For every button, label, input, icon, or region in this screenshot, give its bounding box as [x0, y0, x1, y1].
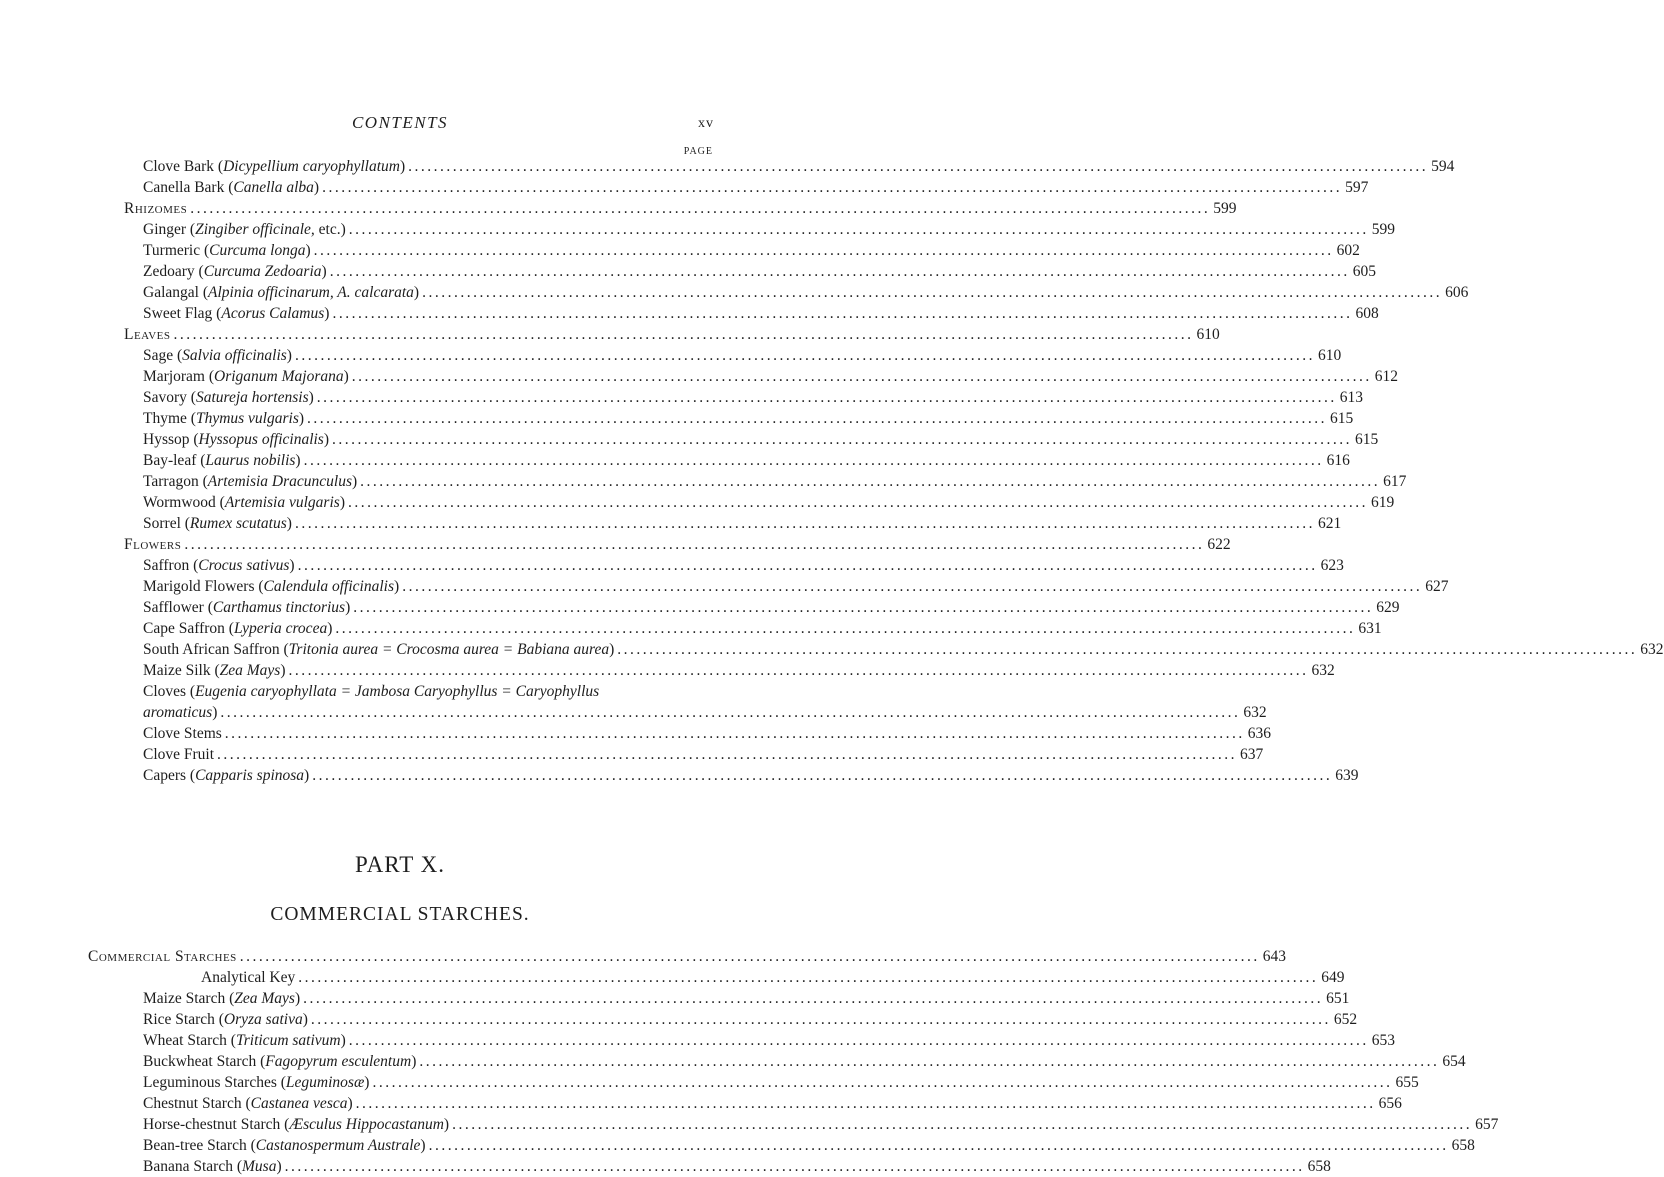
- toc-entry: [143, 304, 1379, 324]
- toc-entry: [143, 745, 1264, 765]
- entry-title: [143, 989, 300, 1009]
- entry-title: [143, 304, 329, 324]
- entry-page-number: 617: [1383, 473, 1407, 490]
- entry-label-tail: ): [347, 1095, 353, 1112]
- entry-label: Leguminous Starches (: [143, 1074, 286, 1091]
- entry-page-number: 606: [1445, 284, 1469, 301]
- entry-page-number: 637: [1240, 746, 1264, 763]
- page-header: [0, 113, 800, 135]
- entry-latin-name: Acorus Calamus: [221, 305, 325, 322]
- entry-label: Clove Stems: [143, 725, 222, 742]
- entry-latin-name: Zea Mays: [234, 990, 295, 1007]
- entry-label-tail: ): [304, 767, 310, 784]
- entry-label-tail: ): [352, 473, 358, 490]
- entry-page-number: 639: [1335, 767, 1359, 784]
- entry-title: [143, 1052, 416, 1072]
- entry-title: [143, 1094, 353, 1114]
- entry-label-tail: ): [413, 284, 420, 301]
- toc-section-heading: [124, 199, 1237, 219]
- entry-title: [143, 703, 217, 723]
- entry-page-number: 651: [1326, 990, 1350, 1007]
- entry-title: [143, 598, 350, 618]
- entry-label-tail: ): [400, 158, 406, 175]
- entry-latin-name: Artemisia Dracunculus: [207, 473, 352, 490]
- toc-entry: [143, 1031, 1396, 1051]
- entry-label: Safflower (: [143, 599, 213, 616]
- entry-title: [143, 1136, 426, 1156]
- entry-page-number: 653: [1371, 1032, 1396, 1049]
- entry-label: Thyme (: [143, 410, 196, 427]
- leader-dots: ................................................................................................................................................................: [452, 1116, 1473, 1133]
- toc-section-heading: [124, 325, 1220, 345]
- leader-dots: ................................................................................................................................................................: [298, 969, 1319, 986]
- toc-entry: [143, 493, 1395, 513]
- entry-label: Marjoram (: [143, 368, 215, 385]
- entry-label-tail: ): [345, 599, 351, 616]
- entry-label: Capers (: [143, 767, 196, 784]
- toc-entry: [143, 451, 1350, 471]
- entry-label-tail: ): [289, 557, 295, 574]
- entry-page-number: 656: [1378, 1095, 1402, 1112]
- entry-label-tail: ): [276, 1158, 282, 1175]
- leader-dots: ................................................................................................................................................................: [173, 326, 1194, 343]
- toc-entry: [143, 1157, 1331, 1177]
- leader-dots: ................................................................................................................................................................: [284, 1158, 1305, 1175]
- entry-title: [143, 745, 214, 765]
- toc-entry: [143, 1094, 1402, 1114]
- toc-entry: [143, 703, 1267, 723]
- entry-page-number: 657: [1475, 1116, 1499, 1133]
- toc-entry: [143, 1136, 1475, 1156]
- leader-dots: ................................................................................................................................................................: [335, 620, 1356, 637]
- entry-title: [143, 451, 301, 471]
- leader-dots: ................................................................................................................................................................: [303, 452, 1324, 469]
- entry-label-tail: ): [609, 641, 615, 658]
- toc-entry: [143, 556, 1344, 576]
- entry-title: [143, 1031, 346, 1051]
- leader-dots: ................................................................................................................................................................: [184, 536, 1205, 553]
- entry-label-tail: ): [339, 494, 345, 511]
- entry-label-tail: ): [324, 305, 330, 322]
- entry-label: Buckwheat Starch (: [143, 1053, 266, 1070]
- entry-label: Bean-tree Starch (: [143, 1137, 256, 1154]
- entry-label: Tarragon (: [143, 473, 208, 490]
- page-column-label: PAGE: [683, 146, 713, 157]
- toc-entry: [143, 409, 1354, 429]
- entry-title: [143, 766, 309, 786]
- entry-title: [143, 619, 332, 639]
- entry-latin-name: Capparis spinosa: [195, 767, 305, 784]
- entry-label: Sorrel (: [143, 515, 190, 532]
- entry-label-tail: etc.): [314, 221, 346, 238]
- leader-dots: ................................................................................................................................................................: [329, 263, 1350, 280]
- entry-page-number: 597: [1345, 179, 1369, 196]
- entry-page-number: 616: [1326, 452, 1350, 469]
- toc-section-heading: [88, 947, 1287, 967]
- entry-label: Leaves: [124, 326, 171, 343]
- entry-title: [143, 661, 286, 681]
- entry-latin-name: Fagopyrum esculentum: [265, 1053, 412, 1070]
- entry-title: [143, 367, 349, 387]
- entry-latin-name: Triticum sativum: [235, 1032, 341, 1049]
- running-title: CONTENTS: [351, 113, 449, 132]
- entry-title: [143, 283, 419, 303]
- leader-dots: ................................................................................................................................................................: [402, 578, 1423, 595]
- toc-entry: [143, 430, 1379, 450]
- entry-latin-name: Hyssopus officinalis: [198, 431, 324, 448]
- entry-label-tail: ): [443, 1116, 450, 1133]
- entry-latin-name: Zingiber officinale,: [195, 221, 315, 238]
- entry-label-tail: ): [321, 263, 327, 280]
- entry-title: [201, 968, 295, 988]
- entry-page-number: 652: [1333, 1011, 1358, 1028]
- leader-dots: ................................................................................................................................................................: [355, 1095, 1376, 1112]
- leader-dots: ................................................................................................................................................................: [294, 347, 1315, 364]
- entry-title: [143, 1073, 369, 1093]
- entry-label: Savory (: [143, 389, 196, 406]
- entry-page-number: 629: [1376, 599, 1400, 616]
- toc-entry: [143, 1115, 1499, 1135]
- entry-label-tail: ): [295, 452, 301, 469]
- entry-label: Turmeric (: [143, 242, 210, 259]
- leader-dots: ................................................................................................................................................................: [316, 389, 1337, 406]
- entry-label-tail: ): [364, 1074, 370, 1091]
- entry-latin-name: Thymus vulgaris: [195, 410, 299, 427]
- entry-label: Wheat Starch (: [143, 1032, 236, 1049]
- entry-latin-name: Alpinia officinarum, A. calcarata: [207, 284, 414, 301]
- leader-dots: ................................................................................................................................................................: [190, 200, 1211, 217]
- leader-dots: ................................................................................................................................................................: [347, 494, 1368, 511]
- entry-label-tail: ): [286, 347, 292, 364]
- entry-title: [143, 724, 222, 744]
- entry-page-number: 632: [1640, 641, 1664, 658]
- entry-page-number: 655: [1395, 1074, 1419, 1091]
- entry-title: [124, 199, 187, 219]
- entry-title: [143, 472, 357, 492]
- leader-dots: ................................................................................................................................................................: [312, 767, 1333, 784]
- entry-title: [124, 325, 171, 345]
- toc-entry: [143, 724, 1272, 744]
- entry-latin-name: Æsculus Hippocastanum: [289, 1116, 444, 1133]
- entry-label-tail: ): [340, 1032, 346, 1049]
- leader-dots: ................................................................................................................................................................: [224, 725, 1245, 742]
- toc-entry: [143, 367, 1399, 387]
- entry-label: Maize Silk (: [143, 662, 220, 679]
- leader-dots: ................................................................................................................................................................: [422, 284, 1443, 301]
- toc-entry: [143, 1052, 1466, 1072]
- entry-page-number: 619: [1370, 494, 1395, 511]
- entry-page-number: 649: [1321, 969, 1345, 986]
- entry-title: [143, 1157, 282, 1177]
- entry-latin-name: Tritonia aurea = Crocosma aurea = Babiana aurea: [288, 641, 610, 658]
- entry-latin-name: Salvia officinalis: [182, 347, 287, 364]
- leader-dots: ................................................................................................................................................................: [428, 1137, 1449, 1154]
- leader-dots: ................................................................................................................................................................: [294, 515, 1315, 532]
- entry-page-number: 658: [1451, 1137, 1475, 1154]
- toc-entry: [143, 262, 1376, 282]
- entry-latin-name: Curcuma longa: [209, 242, 306, 259]
- entry-page-number: 599: [1371, 221, 1395, 238]
- entry-page-number: 622: [1207, 536, 1231, 553]
- entry-label: Zedoary (: [143, 263, 204, 280]
- entry-label: Chestnut Starch (: [143, 1095, 251, 1112]
- entry-latin-name: Zea Mays: [219, 662, 281, 679]
- entry-latin-name: Leguminosæ: [285, 1074, 365, 1091]
- toc-entry: [143, 283, 1469, 303]
- leader-dots: ................................................................................................................................................................: [419, 1053, 1440, 1070]
- entry-title: [143, 577, 399, 597]
- entry-label-tail: ): [294, 990, 301, 1007]
- entry-latin-name: Satureja hortensis: [195, 389, 309, 406]
- toc-entry: [143, 157, 1455, 177]
- entry-page-number: 602: [1336, 242, 1360, 259]
- toc-section-heading: [124, 535, 1231, 555]
- part-subtitle: COMMERCIAL STARCHES.: [270, 904, 530, 925]
- entry-label: Clove Fruit: [143, 746, 215, 763]
- leader-dots: ................................................................................................................................................................: [408, 158, 1429, 175]
- entry-latin-name: Curcuma Zedoaria: [203, 263, 322, 280]
- entry-latin-name: Musa: [242, 1158, 277, 1175]
- entry-label-tail: ): [280, 662, 286, 679]
- entry-label: Analytical Key: [201, 969, 296, 986]
- toc-entry: [143, 682, 599, 702]
- entry-latin-name: Eugenia caryophyllata = Jambosa Caryophyllus = Caryophyllus: [195, 683, 600, 700]
- entry-latin-name: Dicypellium caryophyllatum: [223, 158, 400, 175]
- entry-title: [143, 493, 345, 513]
- leader-dots: ................................................................................................................................................................: [617, 641, 1638, 658]
- entry-title: [143, 409, 304, 429]
- entry-label: Rice Starch (: [143, 1011, 224, 1028]
- entry-title: [143, 430, 329, 450]
- leader-dots: ................................................................................................................................................................: [332, 305, 1353, 322]
- entry-title: [143, 1115, 449, 1135]
- entry-title: [124, 535, 181, 555]
- toc-entry: [143, 661, 1335, 681]
- entry-label: Sage (: [143, 347, 183, 364]
- entry-page-number: 612: [1374, 368, 1399, 385]
- leader-dots: ................................................................................................................................................................: [310, 1011, 1331, 1028]
- entry-page-number: 636: [1247, 725, 1272, 742]
- entry-page-number: 615: [1355, 431, 1379, 448]
- entry-label-tail: ): [302, 1011, 308, 1028]
- toc-entry: [143, 472, 1407, 492]
- entry-label: Galangal (: [143, 284, 208, 301]
- entry-label: South African Saffron (: [143, 641, 289, 658]
- entry-label: Canella Bark (: [143, 179, 234, 196]
- toc-entry: [201, 968, 1345, 988]
- entry-title: [143, 1010, 308, 1030]
- entry-label-tail: ): [411, 1053, 417, 1070]
- entry-latin-name: Lyperia crocea: [233, 620, 328, 637]
- toc-entry: [143, 1010, 1358, 1030]
- entry-latin-name: Canella alba: [233, 179, 314, 196]
- entry-label-tail: ): [323, 431, 330, 448]
- page-number: xv: [698, 116, 714, 131]
- toc-entry: [143, 640, 1664, 660]
- entry-page-number: 615: [1330, 410, 1354, 427]
- toc-entry: [143, 577, 1449, 597]
- entry-label: Cape Saffron (: [143, 620, 234, 637]
- toc-entry: [143, 241, 1360, 261]
- toc-entry: [143, 388, 1364, 408]
- entry-label: Rhizomes: [124, 200, 188, 217]
- entry-latin-name: aromaticus: [143, 704, 213, 721]
- entry-latin-name: Crocus sativus: [198, 557, 290, 574]
- entry-title: [143, 514, 292, 534]
- entry-label-tail: ): [305, 242, 311, 259]
- leader-dots: ................................................................................................................................................................: [297, 557, 1318, 574]
- toc-entry: [143, 598, 1400, 618]
- entry-page-number: 594: [1431, 158, 1455, 175]
- entry-label-tail: ): [313, 179, 320, 196]
- leader-dots: ................................................................................................................................................................: [353, 599, 1374, 616]
- leader-dots: ................................................................................................................................................................: [307, 410, 1328, 427]
- entry-label: Wormwood (: [143, 494, 225, 511]
- entry-page-number: 610: [1196, 326, 1220, 343]
- leader-dots: ................................................................................................................................................................: [332, 431, 1353, 448]
- entry-title: [143, 178, 319, 198]
- entry-latin-name: Rumex scutatus: [189, 515, 287, 532]
- toc-entry: [143, 766, 1359, 786]
- entry-label-tail: ): [420, 1137, 426, 1154]
- entry-label: Marigold Flowers (: [143, 578, 264, 595]
- entry-label-tail: ): [212, 704, 218, 721]
- entry-label: Sweet Flag (: [143, 305, 222, 322]
- leader-dots: ................................................................................................................................................................: [348, 1032, 1369, 1049]
- entry-page-number: 605: [1352, 263, 1376, 280]
- entry-label: Saffron (: [143, 557, 199, 574]
- leader-dots: ................................................................................................................................................................: [372, 1074, 1393, 1091]
- entry-title: [143, 241, 311, 261]
- entry-label: Hyssop (: [143, 431, 199, 448]
- entry-latin-name: Carthamus tinctorius: [212, 599, 346, 616]
- entry-label-tail: ): [343, 368, 349, 385]
- entry-title: [88, 947, 237, 967]
- entry-page-number: 631: [1358, 620, 1382, 637]
- entry-page-number: 599: [1213, 200, 1237, 217]
- toc-entry: [143, 619, 1382, 639]
- leader-dots: ................................................................................................................................................................: [351, 368, 1372, 385]
- entry-page-number: 627: [1425, 578, 1449, 595]
- leader-dots: ................................................................................................................................................................: [288, 662, 1309, 679]
- entry-latin-name: Artemisia vulgaris: [224, 494, 340, 511]
- entry-page-number: 654: [1442, 1053, 1466, 1070]
- entry-title: [143, 556, 295, 576]
- toc-entry: [143, 346, 1342, 366]
- leader-dots: ................................................................................................................................................................: [348, 221, 1369, 238]
- entry-page-number: 623: [1320, 557, 1344, 574]
- entry-title: [143, 262, 327, 282]
- entry-label: Maize Starch (: [143, 990, 235, 1007]
- leader-dots: ................................................................................................................................................................: [217, 746, 1238, 763]
- entry-latin-name: Oryza sativa: [223, 1011, 303, 1028]
- entry-label-tail: ): [308, 389, 314, 406]
- entry-label: Clove Bark (: [143, 158, 224, 175]
- entry-label-tail: ): [298, 410, 305, 427]
- toc-entry: [143, 1073, 1419, 1093]
- leader-dots: ................................................................................................................................................................: [303, 990, 1324, 1007]
- entry-title: [143, 346, 292, 366]
- entry-latin-name: Calendula officinalis: [263, 578, 395, 595]
- entry-label: Horse-chestnut Starch (: [143, 1116, 290, 1133]
- entry-label: Banana Starch (: [143, 1158, 242, 1175]
- entry-label: Ginger (: [143, 221, 196, 238]
- entry-label: Cloves (: [143, 683, 196, 700]
- entry-label-tail: ): [394, 578, 400, 595]
- toc-entry: [143, 220, 1395, 240]
- entry-label: Bay-leaf (: [143, 452, 206, 469]
- entry-page-number: 621: [1317, 515, 1342, 532]
- toc-entry: [143, 514, 1342, 534]
- entry-label-tail: ): [286, 515, 292, 532]
- entry-label-tail: ): [327, 620, 333, 637]
- leader-dots: ................................................................................................................................................................: [239, 948, 1260, 965]
- entry-page-number: 632: [1311, 662, 1335, 679]
- leader-dots: ................................................................................................................................................................: [360, 473, 1381, 490]
- entry-page-number: 632: [1243, 704, 1267, 721]
- toc-entry: [143, 989, 1350, 1009]
- part-title: PART X.: [355, 852, 445, 877]
- entry-page-number: 658: [1307, 1158, 1331, 1175]
- entry-page-number: 610: [1317, 347, 1342, 364]
- leader-dots: ................................................................................................................................................................: [220, 704, 1241, 721]
- entry-latin-name: Laurus nobilis: [205, 452, 296, 469]
- entry-label: Flowers: [124, 536, 182, 553]
- entry-latin-name: Origanum Majorana: [214, 368, 344, 385]
- entry-page-number: 608: [1355, 305, 1379, 322]
- entry-latin-name: Castanospermum Australe: [255, 1137, 421, 1154]
- toc-entry: [143, 178, 1369, 198]
- entry-page-number: 613: [1339, 389, 1364, 406]
- entry-latin-name: Castanea vesca: [250, 1095, 348, 1112]
- entry-label: Commercial Starches: [88, 948, 237, 965]
- leader-dots: ................................................................................................................................................................: [322, 179, 1343, 196]
- entry-title: [143, 640, 614, 660]
- entry-title: [143, 388, 314, 408]
- entry-page-number: 643: [1262, 948, 1287, 965]
- entry-title: [143, 682, 599, 702]
- leader-dots: ................................................................................................................................................................: [313, 242, 1334, 259]
- entry-title: [143, 220, 346, 240]
- entry-title: [143, 157, 405, 177]
